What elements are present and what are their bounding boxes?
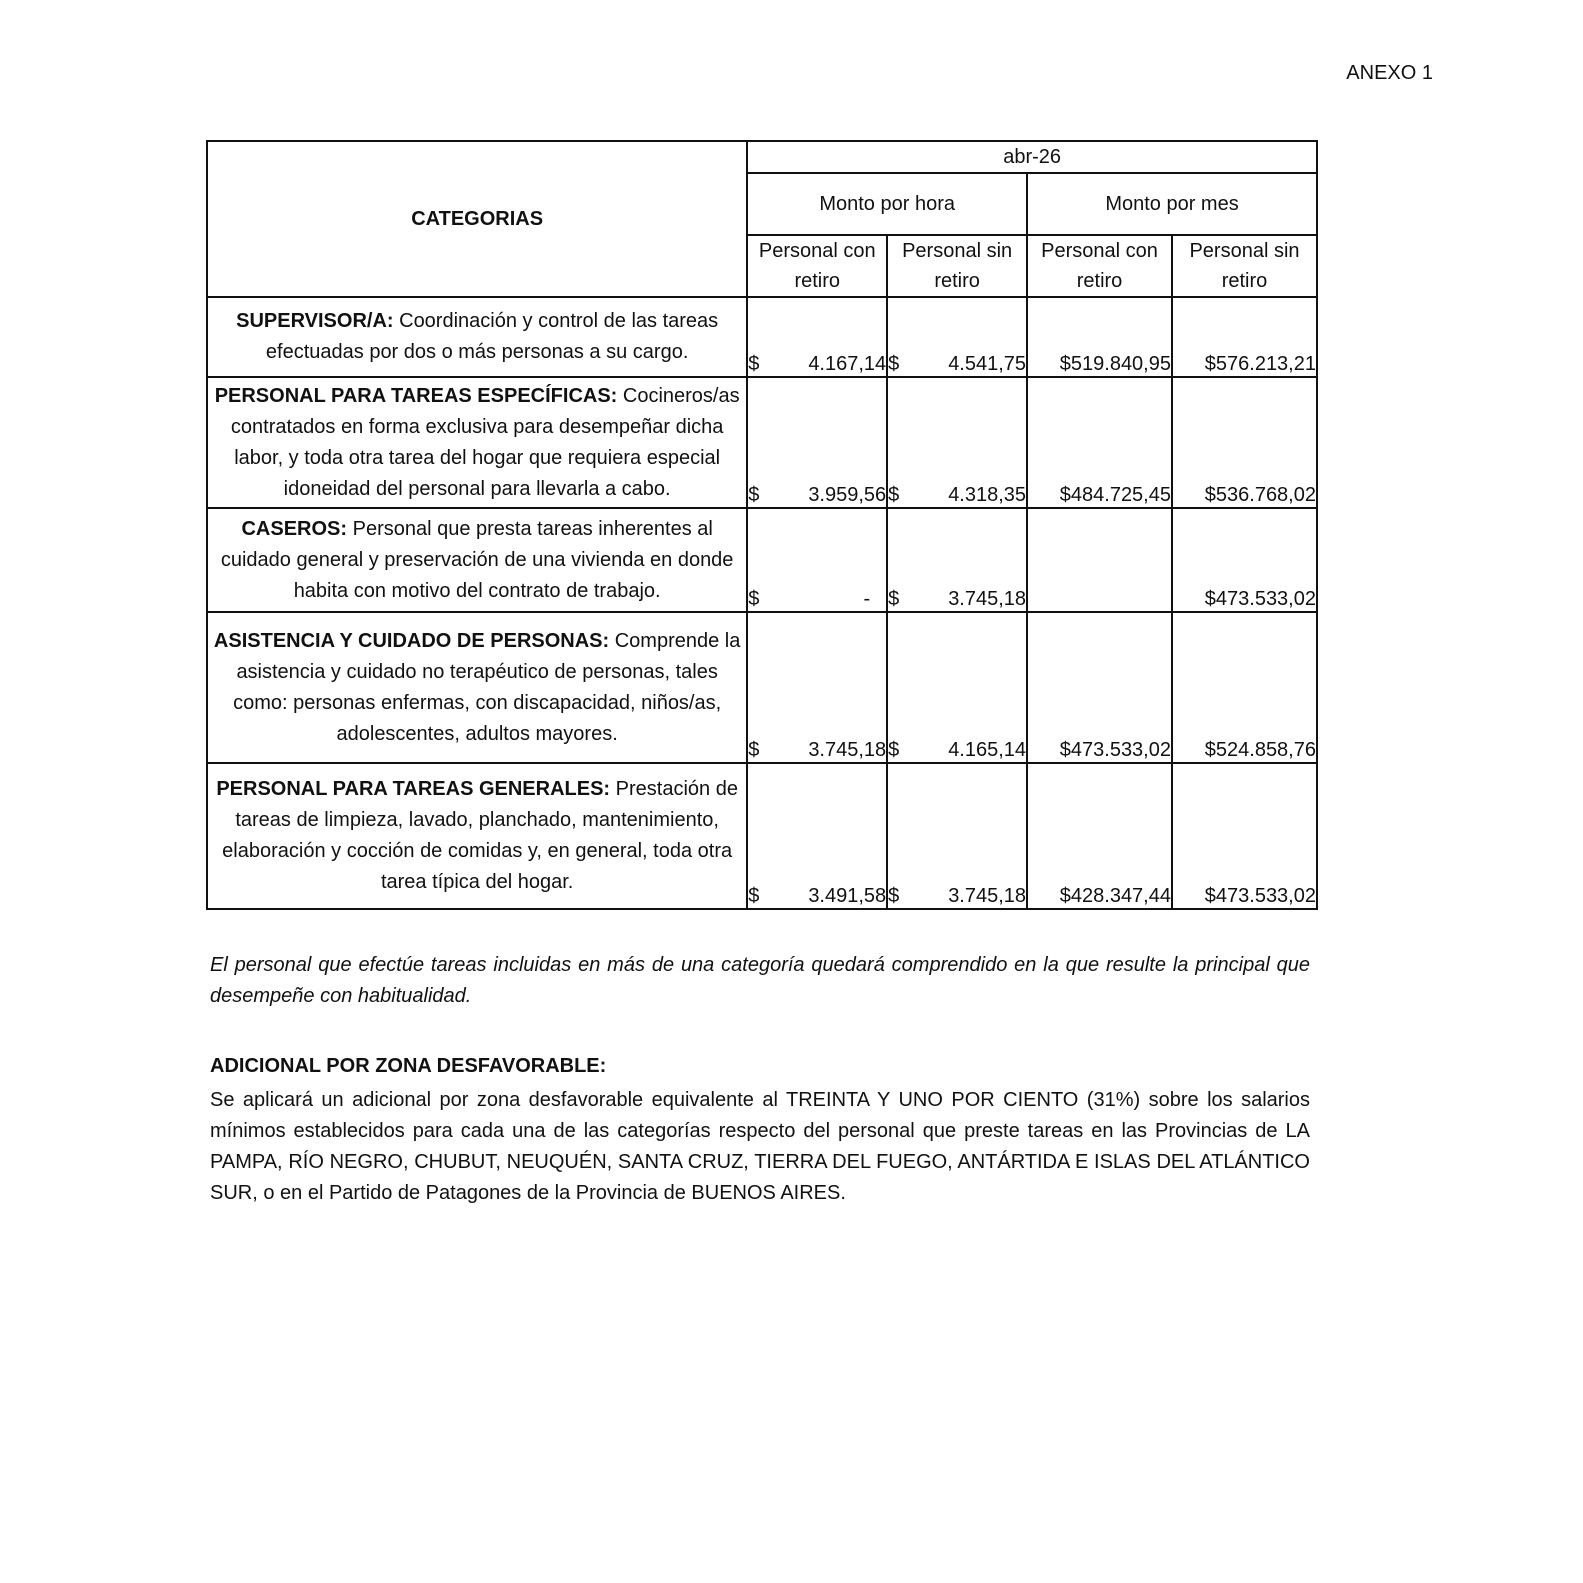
category-note: El personal que efectúe tareas incluidas en más de una categoría quedará comprendido en la que resulte la principal que desempeñe con habitualidad. xyxy=(210,954,1310,1007)
category-description: SUPERVISOR/A: Coordinación y control de las tareas efectuadas por dos o más personas a su cargo. xyxy=(207,297,747,377)
hour-con-retiro-cell: $ 3.491,58 xyxy=(747,763,887,909)
category-description: PERSONAL PARA TAREAS GENERALES: Prestación de tareas de limpieza, lavado, planchado, mantenimiento, elaboración y cocción de comidas y, en general, toda otra tarea típica del hogar. xyxy=(207,763,747,909)
header-monto-por-hora: Monto por hora xyxy=(747,173,1027,235)
hour-con-retiro-cell: $ 4.167,14 xyxy=(747,297,887,377)
month-con-retiro-cell: $428.347,44 xyxy=(1027,763,1172,909)
hour-sin-retiro-cell: $ 4.318,35 xyxy=(887,377,1027,508)
month-sin-retiro-cell: $473.533,02 xyxy=(1172,508,1317,612)
hour-con-retiro-cell: $ - xyxy=(747,508,887,612)
header-month-con-retiro: Personal con retiro xyxy=(1027,235,1172,297)
header-monto-por-mes: Monto por mes xyxy=(1027,173,1317,235)
salary-table xyxy=(206,140,1318,910)
month-con-retiro-cell xyxy=(1027,508,1172,612)
hour-sin-retiro-cell: $ 3.745,18 xyxy=(887,508,1027,612)
month-sin-retiro-cell: $536.768,02 xyxy=(1172,377,1317,508)
month-sin-retiro-cell: $576.213,21 xyxy=(1172,297,1317,377)
annex-label: ANEXO 1 xyxy=(1346,62,1433,84)
hour-sin-retiro-cell: $ 4.165,14 xyxy=(887,612,1027,763)
month-sin-retiro-cell: $524.858,76 xyxy=(1172,612,1317,763)
month-con-retiro-cell: $484.725,45 xyxy=(1027,377,1172,508)
additional-zone-title: ADICIONAL POR ZONA DESFAVORABLE: xyxy=(210,1055,607,1077)
month-sin-retiro-cell: $473.533,02 xyxy=(1172,763,1317,909)
header-period: abr-26 xyxy=(747,141,1317,173)
hour-sin-retiro-cell: $ 3.745,18 xyxy=(887,763,1027,909)
header-categories: CATEGORIAS xyxy=(207,141,747,297)
table-row xyxy=(207,377,1317,508)
header-hour-sin-retiro: Personal sin retiro xyxy=(887,235,1027,297)
table-row xyxy=(207,297,1317,377)
hour-con-retiro-cell: $ 3.959,56 xyxy=(747,377,887,508)
category-description: ASISTENCIA Y CUIDADO DE PERSONAS: Comprende la asistencia y cuidado no terapéutico de personas, tales como: personas enfermas, con discapacidad, niños/as, adolescentes, adultos mayores. xyxy=(207,612,747,763)
month-con-retiro-cell: $473.533,02 xyxy=(1027,612,1172,763)
category-description: CASEROS: Personal que presta tareas inherentes al cuidado general y preservación de una vivienda en donde habita con motivo del contrato de trabajo. xyxy=(207,508,747,612)
table-row xyxy=(207,612,1317,763)
hour-sin-retiro-cell: $ 4.541,75 xyxy=(887,297,1027,377)
table-row xyxy=(207,763,1317,909)
additional-zone-body: Se aplicará un adicional por zona desfavorable equivalente al TREINTA Y UNO POR CIENTO (31%) sobre los salarios mínimos establecidos para cada una de las categorías respecto del personal que preste tareas en las Provincias de LA PAMPA, RÍO NEGRO, CHUBUT, NEUQUÉN, SANTA CRUZ, TIERRA DEL FUEGO, ANTÁRTIDA E ISLAS DEL ATLÁNTICO SUR, o en el Partido de Patagones de la Provincia de BUENOS AIRES. xyxy=(210,1089,1310,1204)
header-month-sin-retiro: Personal sin retiro xyxy=(1172,235,1317,297)
month-con-retiro-cell: $519.840,95 xyxy=(1027,297,1172,377)
table-row xyxy=(207,508,1317,612)
category-description: PERSONAL PARA TAREAS ESPECÍFICAS: Cocineros/as contratados en forma exclusiva para desempeñar dicha labor, y toda otra tarea del hogar que requiera especial idoneidad del personal para llevarla a cabo. xyxy=(207,377,747,508)
hour-con-retiro-cell: $ 3.745,18 xyxy=(747,612,887,763)
header-hour-con-retiro: Personal con retiro xyxy=(747,235,887,297)
